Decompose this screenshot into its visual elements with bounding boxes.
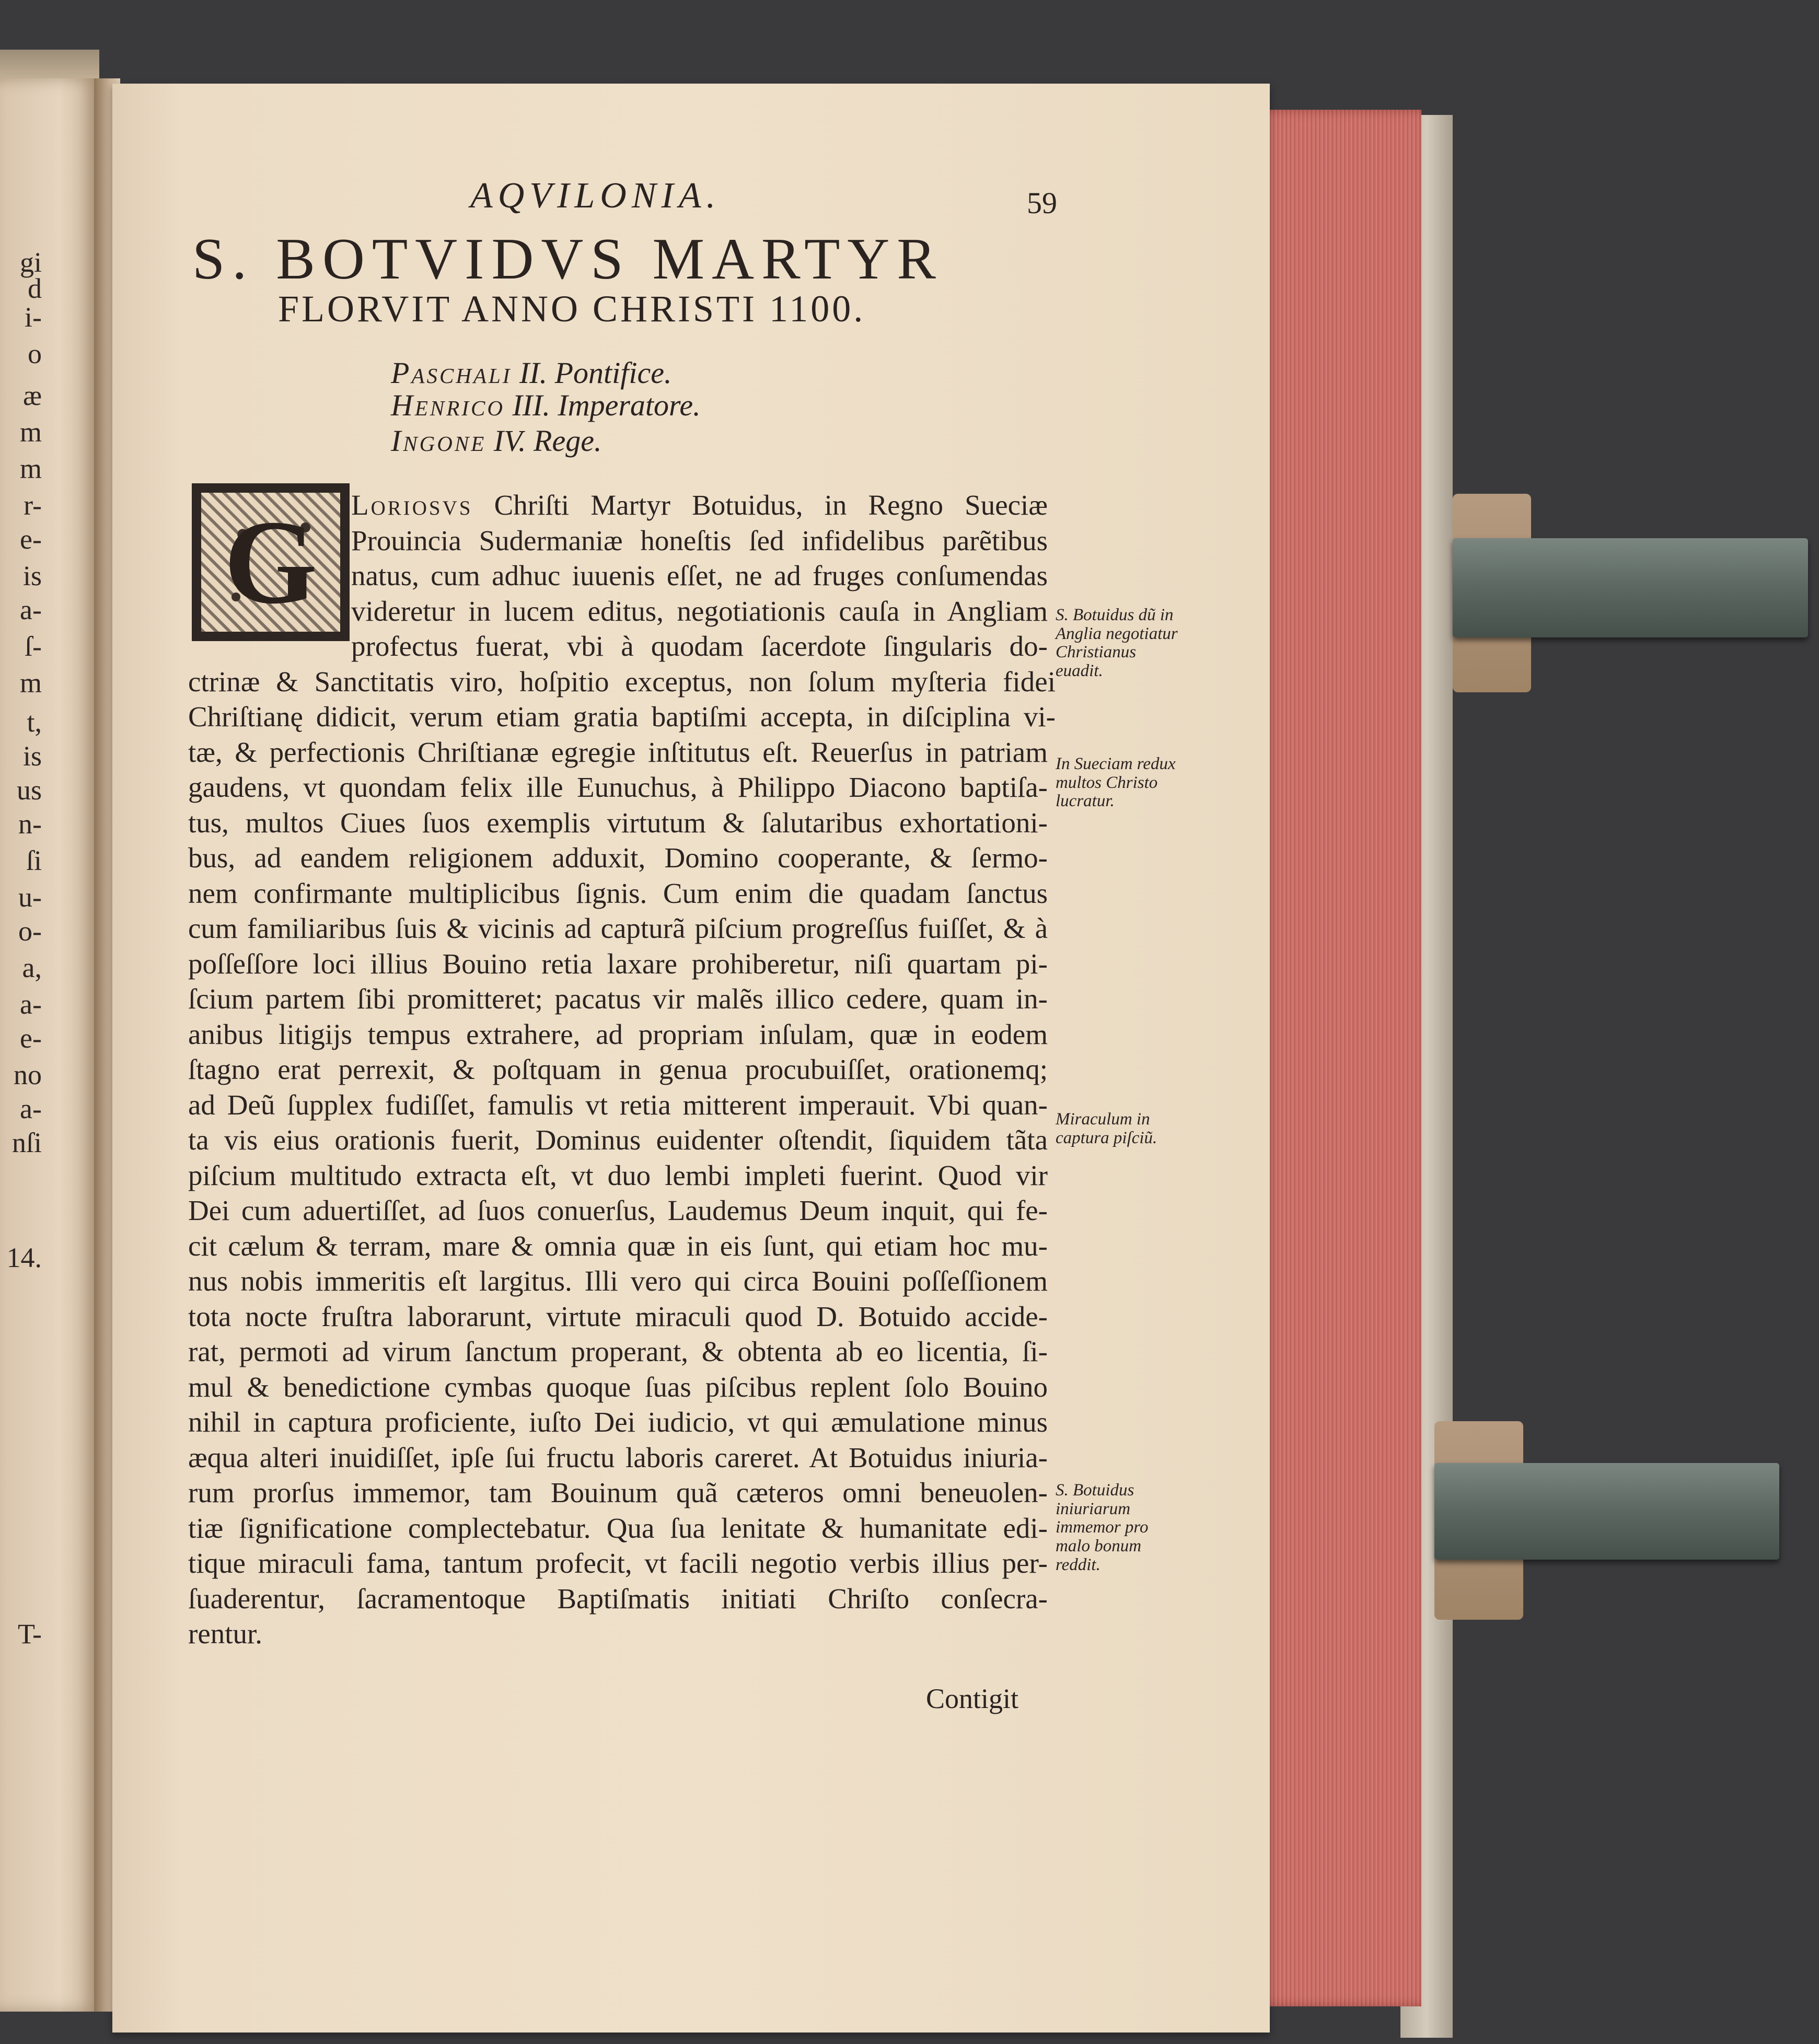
line-text: nus nobis immeritis eſt largitus. Illi vero qui circa Bouini poſſeſſionem	[188, 1265, 1048, 1297]
left-page-fragment: m	[19, 453, 42, 484]
chapter-subtitle: FLORVIT ANNO CHRISTI 1100.	[278, 288, 866, 330]
lead-word: Loriosvs	[351, 489, 473, 521]
reign-line	[391, 388, 701, 423]
reign-name: Henrico	[391, 388, 505, 422]
left-page-fragment: o-	[18, 915, 42, 947]
line-text: tæ, & perfectionis Chriſtianæ egregie inſtitutus eſt. Reuerſus in patriam	[188, 736, 1048, 768]
body-line	[188, 1123, 1048, 1156]
line-text: mul & benedictione cymbas quoque ſuas piſcibus replent ſolo Bouino	[188, 1371, 1048, 1403]
page-number: 59	[1027, 186, 1057, 220]
reign-name: Paschali	[391, 356, 512, 390]
body-line	[188, 806, 1048, 839]
line-text: Dei cum aduertiſſet, ad ſuos conuerſus, Laudemus Deum inquit, qui fe-	[188, 1194, 1048, 1226]
running-head: AQVILONIA.	[470, 176, 721, 216]
margin-note: Miraculum in captura piſciũ.	[1056, 1110, 1157, 1147]
left-page-fragment: us	[16, 774, 42, 806]
left-page-fragment: n-	[18, 808, 42, 840]
line-text: rum prorſus immemor, tam Bouinum quã cæteros omni beneuolen-	[188, 1477, 1048, 1508]
line-text: cit cælum & terram, mare & omnia quæ in eis ſunt, qui etiam hoc mu-	[188, 1229, 1048, 1262]
line-text: nihil in captura proficiente, iuſto Dei iudicio, vt qui æmulatione minus	[188, 1406, 1048, 1438]
line-text: tiæ ſignificatione complectebatur. Qua ſua lenitate & humanitate edi-	[188, 1512, 1048, 1544]
body-line	[188, 1088, 1048, 1121]
left-page-fragment: e-	[20, 524, 42, 555]
initial-ornament	[201, 493, 340, 632]
left-page-fragment: is	[22, 560, 42, 591]
body-line	[188, 1194, 1048, 1227]
decorated-initial	[192, 483, 350, 641]
line-text: ad Deũ ſupplex fudiſſet, famulis vt retia mitterent imperauit. Vbi quan-	[188, 1088, 1048, 1121]
body-line	[351, 595, 1048, 628]
catchword: Contigit	[926, 1683, 1019, 1714]
body-line	[188, 947, 1048, 980]
body-line	[188, 1264, 1048, 1297]
line-text: Chriſti Martyr Botuidus, in Regno Sueciæ	[472, 489, 1048, 521]
left-page-fragment: m	[19, 667, 42, 699]
reign-rest: II. Pontifice.	[519, 356, 672, 390]
left-page-fragment: r-	[24, 490, 42, 521]
line-text: gaudens, vt quondam felix ille Eunuchus, à Philippo Diacono baptiſa-	[188, 771, 1048, 803]
body-line	[351, 630, 1048, 663]
body-line	[188, 1335, 1048, 1368]
line-text: cum familiaribus ſuis & vicinis ad capturã piſcium progreſſus fuiſſet, & à	[188, 912, 1048, 944]
body-line	[188, 1053, 1048, 1086]
body-line	[188, 1018, 1048, 1051]
line-text: æqua alteri inuidiſſet, ipſe ſui fructu laboris careret. At Botuidus iniuria-	[188, 1441, 1048, 1473]
left-page-fragment: is	[22, 740, 42, 772]
line-text: anibus litigijs tempus extrahere, ad propriam inſulam, quæ in eodem	[188, 1018, 1048, 1050]
body-line	[188, 1371, 1048, 1403]
clasp-bottom[interactable]	[1434, 1463, 1779, 1560]
line-text: tus, multos Ciues ſuos exemplis virtutum & ſalutaribus exhortationi-	[188, 806, 1048, 839]
line-text: rat, permoti ad virum ſanctum properant, & obtenta ab eo licentia, ſi-	[188, 1335, 1048, 1367]
initial-letter: G	[224, 495, 318, 629]
left-page-fragment: no	[14, 1059, 42, 1090]
line-text: rentur.	[188, 1618, 263, 1650]
body-line	[188, 1159, 1048, 1192]
left-page-fragment: a,	[22, 952, 42, 983]
left-page-fragment: t,	[27, 706, 42, 738]
line-text: natus, cum adhuc iuuenis eſſet, ne ad fruges conſumendas	[351, 560, 1048, 591]
line-text: profectus fuerat, vbi à quodam ſacerdote ſingularis do-	[351, 630, 1048, 662]
line-text: piſcium multitudo extracta eſt, vt duo lembi impleti fuerint. Quod vir	[188, 1159, 1048, 1191]
left-page-fragment: a-	[20, 989, 42, 1020]
line-text: nem confirmante multiplicibus ſignis. Cum enim die quadam ſanctus	[188, 877, 1048, 909]
body-line	[188, 736, 1048, 769]
line-text: Prouincia Sudermaniæ honeſtis ſed infidelibus parẽtibus	[351, 524, 1048, 556]
reign-line	[391, 355, 671, 390]
reign-name: Ingone	[391, 424, 486, 458]
body-line	[188, 1476, 1048, 1509]
left-page-fragment: T-	[17, 1618, 42, 1650]
body-line	[188, 912, 1048, 945]
line-text: tota nocte fruſtra laborarunt, virtute miraculi quod D. Botuido accide-	[188, 1300, 1048, 1332]
line-text: bus, ad eandem religionem adduxit, Domino cooperante, & ſermo-	[188, 842, 1048, 874]
left-page-fragment: d	[28, 273, 42, 304]
body-line	[188, 1582, 1048, 1615]
line-text: ſuaderentur, ſacramentoque Baptiſmatis initiati Chriſto conſecra-	[188, 1582, 1048, 1615]
reign-line	[391, 423, 601, 458]
body-line	[188, 665, 1056, 698]
left-page-fragment: æ	[22, 380, 42, 411]
body-line	[188, 1441, 1048, 1474]
margin-note: In Sueciam redux multos Christo lucratur.	[1056, 754, 1176, 811]
line-text: ctrinæ & Sanctitatis viro, hoſpitio exceptus, non ſolum myſteria fidei	[188, 665, 1056, 698]
body-line	[188, 700, 1056, 733]
body-line	[188, 1617, 262, 1650]
left-page-fragment: nſi	[11, 1127, 42, 1158]
left-page-fragment: e-	[20, 1023, 42, 1054]
line-text: poſſeſſore loci illius Bouino retia laxare prohiberetur, niſi quartam pi-	[188, 947, 1048, 980]
body-line	[351, 559, 1048, 592]
line-text: ſtagno erat perrexit, & poſtquam in genua procubuiſſet, orationemq;	[188, 1053, 1048, 1085]
reign-rest: IV. Rege.	[493, 424, 602, 458]
body-line	[351, 524, 1048, 557]
left-page-fragment: a-	[20, 1093, 42, 1124]
left-page-fragment: 14.	[6, 1242, 42, 1273]
line-text: Chriſtianę didicit, verum etiam gratia baptiſmi accepta, in diſciplina vi-	[188, 701, 1056, 733]
body-line	[188, 1406, 1048, 1438]
body-line	[188, 982, 1048, 1015]
body-line	[188, 1512, 1048, 1544]
margin-note: S. Botuidus dũ in Anglia negotiatur Christianus euadit.	[1056, 606, 1178, 680]
body-line	[188, 1300, 1048, 1333]
chapter-title: S. BOTVIDVS MARTYR	[192, 227, 943, 292]
left-page-fragment: ſi	[26, 845, 42, 876]
body-line	[188, 877, 1048, 910]
left-page-fragment: a-	[20, 594, 42, 625]
left-page-fragment: gi	[19, 247, 42, 278]
line-text: ſcium partem ſibi promitteret; pacatus vir malẽs illico cedere, quam in-	[188, 983, 1048, 1015]
body-line	[351, 489, 1048, 521]
line-text: tique miraculi fama, tantum profecit, vt facili negotio verbis illius per-	[188, 1547, 1048, 1579]
left-page-fragment: u-	[18, 881, 42, 913]
line-text: ta vis eius orationis fuerit, Dominus euidenter oſtendit, ſiquidem tãta	[188, 1124, 1048, 1156]
body-line	[188, 771, 1048, 804]
left-page-fragment: ſ-	[25, 631, 42, 662]
body-line	[188, 1229, 1048, 1262]
body-line	[188, 1547, 1048, 1580]
margin-note: S. Botuidus iniuriarum immemor pro malo bonum reddit.	[1056, 1481, 1149, 1574]
left-page-fragment: o	[28, 338, 42, 369]
reign-rest: III. Imperatore.	[512, 388, 701, 422]
left-page	[0, 78, 99, 2012]
left-page-fragment: i-	[25, 301, 42, 333]
line-text: videretur in lucem editus, negotiationis cauſa in Angliam	[351, 595, 1048, 627]
body-line	[188, 841, 1048, 874]
left-page-fragment: m	[19, 416, 42, 448]
page-edges	[1254, 110, 1421, 2006]
clasp-top[interactable]	[1453, 538, 1808, 637]
